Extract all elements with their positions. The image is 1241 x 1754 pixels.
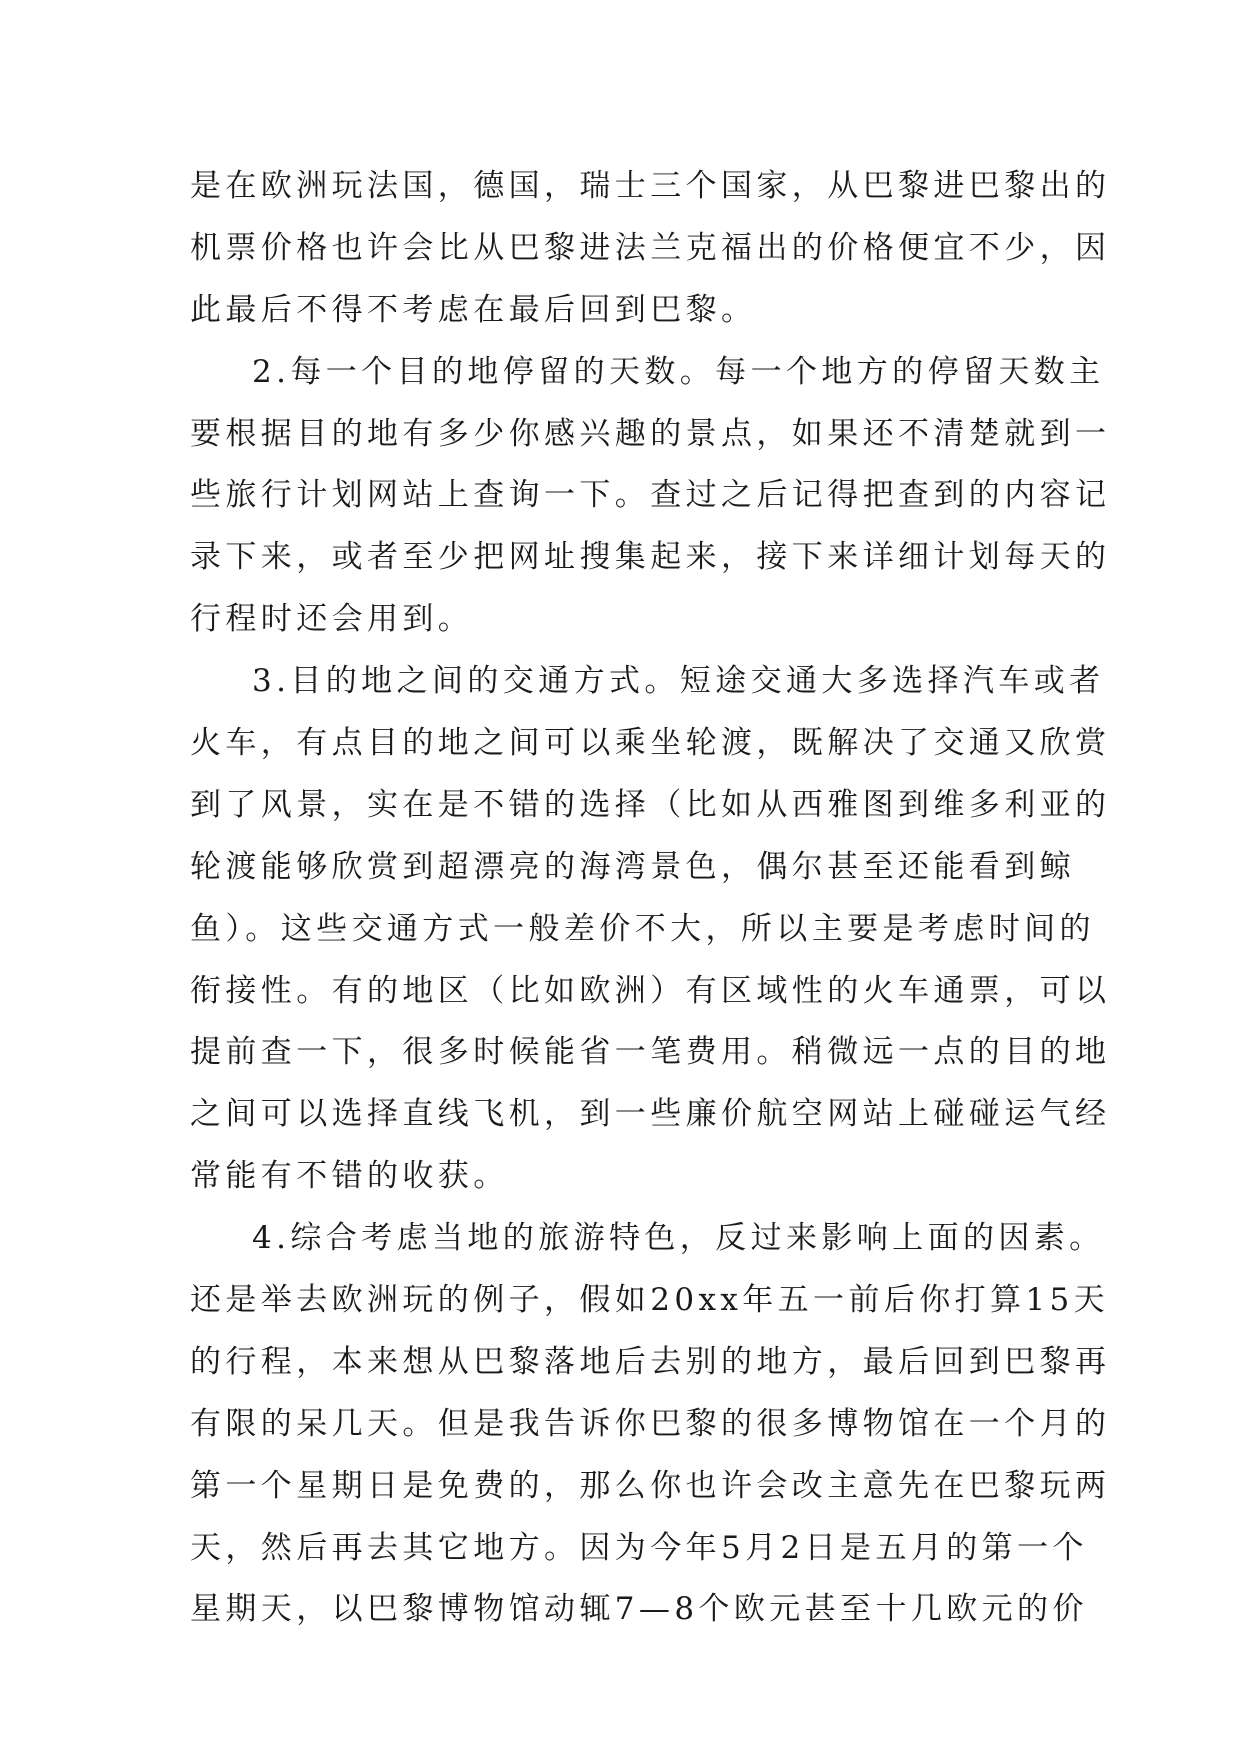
text-line: 轮渡能够欣赏到超漂亮的海湾景色，偶尔甚至还能看到鲸 <box>190 848 1075 885</box>
text-line: 有限的呆几天。但是我告诉你巴黎的很多博物馆在一个月的 <box>190 1405 1111 1442</box>
text-line: 提前查一下，很多时候能省一笔费用。稍微远一点的目的地 <box>190 1034 1111 1071</box>
text-line: 衔接性。有的地区（比如欧洲）有区域性的火车通票，可以 <box>190 972 1111 1009</box>
text-line: 4.综合考虑当地的旅游特色，反过来影响上面的因素。 <box>252 1220 1105 1257</box>
text-line: 要根据目的地有多少你感兴趣的景点，如果还不清楚就到一 <box>190 415 1111 452</box>
text-line: 3.目的地之间的交通方式。短途交通大多选择汽车或者 <box>252 663 1105 700</box>
text-line: 2.每一个目的地停留的天数。每一个地方的停留天数主 <box>252 353 1105 390</box>
text-line: 行程时还会用到。 <box>190 601 474 638</box>
text-line: 之间可以选择直线飞机，到一些廉价航空网站上碰碰运气经 <box>190 1096 1111 1133</box>
body-text <box>190 156 1111 1641</box>
text-line: 的行程，本来想从巴黎落地后去别的地方，最后回到巴黎再 <box>190 1343 1111 1380</box>
text-line: 火车，有点目的地之间可以乘坐轮渡，既解决了交通又欣赏 <box>190 725 1111 762</box>
text-line: 到了风景，实在是不错的选择（比如从西雅图到维多利亚的 <box>190 786 1111 823</box>
text-line: 此最后不得不考虑在最后回到巴黎。 <box>190 291 757 328</box>
text-line: 第一个星期日是免费的，那么你也许会改主意先在巴黎玩两 <box>190 1467 1111 1504</box>
text-line: 常能有不错的收获。 <box>190 1158 509 1195</box>
text-line: 鱼）。这些交通方式一般差价不大，所以主要是考虑时间的 <box>190 910 1095 947</box>
text-line: 还是举去欧洲玩的例子，假如20xx年五一前后你打算15天 <box>190 1282 1110 1319</box>
text-line: 录下来，或者至少把网址搜集起来，接下来详细计划每天的 <box>190 539 1111 576</box>
text-line: 星期天，以巴黎博物馆动辄7—8个欧元甚至十几欧元的价 <box>190 1591 1088 1628</box>
text-line: 是在欧洲玩法国，德国，瑞士三个国家，从巴黎进巴黎出的 <box>190 168 1111 204</box>
text-line: 机票价格也许会比从巴黎进法兰克福出的价格便宜不少，因 <box>190 229 1111 266</box>
text-line: 些旅行计划网站上查询一下。查过之后记得把查到的内容记 <box>190 477 1111 514</box>
text-line: 天，然后再去其它地方。因为今年5月2日是五月的第一个 <box>190 1529 1088 1566</box>
